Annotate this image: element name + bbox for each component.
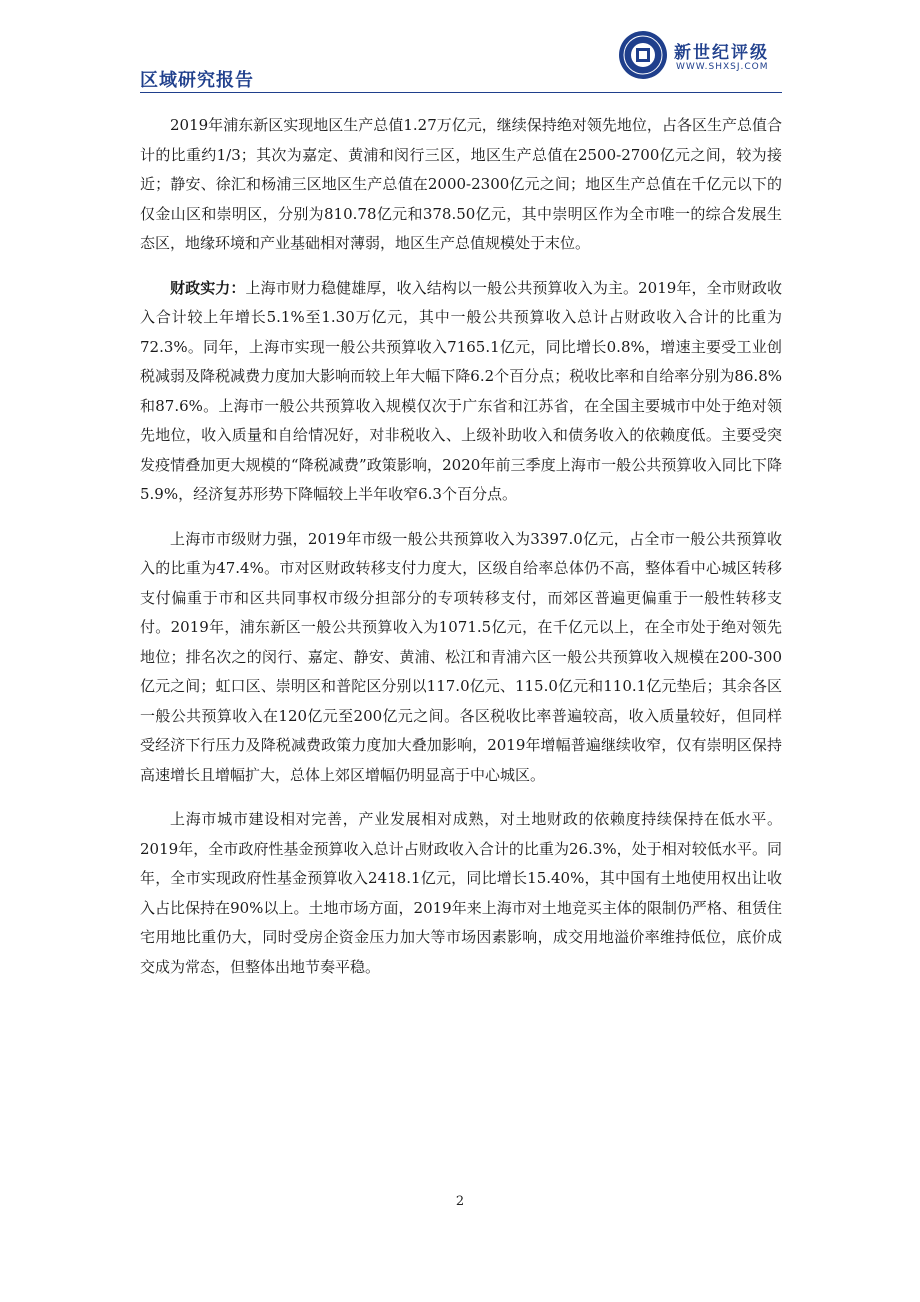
paragraph-land-finance <box>140 805 782 982</box>
paragraph-fiscal-strength <box>140 274 782 510</box>
report-body <box>140 111 782 997</box>
paragraph-municipal-revenue <box>140 525 782 791</box>
paragraph-text: 上海市市级财力强，2019年市级一般公共预算收入为3397.0亿元，占全市一般公共预算收入的比重为47.4%。市对区财政转移支付力度大，区级自给率总体仍不高，整体看中心城区转移支付偏重于市和区共同事权市级分担部分的专项转移支付，而郊区普遍更偏重于一般性转移支付。2019年，浦东新区一般公共预算收入为1071.5亿元，在千亿元以上，在全市处于绝对领先地位；排名次之的闵行、嘉定、静安、黄浦、松江和青浦六区一般公共预算收入规模在200-300亿元之间；虹口区、崇明区和普陀区分别以117.0亿元、115.0亿元和110.1亿元垫后；其余各区一般公共预算收入在120亿元至200亿元之间。各区税收比率普遍较高，收入质量较好，但同样受经济下行压力及降税减费政策力度加大叠加影响，2019年增幅普遍继续收窄，仅有崇明区保持高速增长且增幅扩大，总体上郊区增幅仍明显高于中心城区。 <box>140 529 782 784</box>
seal-icon <box>618 30 668 80</box>
page-header <box>140 28 782 94</box>
paragraph-text: 上海市财力稳健雄厚，收入结构以一般公共预算收入为主。2019年，全市财政收入合计较上年增长5.1%至1.30万亿元，其中一般公共预算收入总计占财政收入合计的比重为72.3%。同年，上海市实现一般公共预算收入7165.1亿元，同比增长0.8%，增速主要受工业创税减弱及降税减费力度加大影响而较上年大幅下降6.2个百分点；税收比率和自给率分别为86.8%和87.6%。上海市一般公共预算收入规模仅次于广东省和江苏省，在全国主要城市中处于绝对领先地位，收入质量和自给情况好，对非税收入、上级补助收入和债务收入的依赖度低。主要受突发疫情叠加更大规模的“降税减费”政策影响，2020年前三季度上海市一般公共预算收入同比下降5.9%，经济复苏形势下降幅较上半年收窄6.3个百分点。 <box>140 278 782 503</box>
report-type-title: 区域研究报告 <box>140 70 254 91</box>
logo-company-name: 新世纪评级 <box>674 43 769 63</box>
page-number: 2 <box>455 1194 465 1209</box>
header-divider <box>140 92 782 93</box>
logo-website-url: WWW.SHXSJ.COM <box>676 62 769 72</box>
company-logo <box>618 28 782 84</box>
paragraph-text: 上海市城市建设相对完善，产业发展相对成熟，对土地财政的依赖度持续保持在低水平。2019年，全市政府性基金预算收入总计占财政收入合计的比重为26.3%，处于相对较低水平。同年，全市实现政府性基金预算收入2418.1亿元，同比增长15.40%，其中国有土地使用权出让收入占比保持在90%以上。土地市场方面，2019年来上海市对土地竞买主体的限制仍严格、租赁住宅用地比重仍大，同时受房企资金压力加大等市场因素影响，成交用地溢价率维持低位，底价成交成为常态，但整体出地节奏平稳。 <box>140 810 782 976</box>
paragraph-text: 2019年浦东新区实现地区生产总值1.27万亿元，继续保持绝对领先地位，占各区生产总值合计的比重约1/3；其次为嘉定、黄浦和闵行三区，地区生产总值在2500-2700亿元之间，较为接近；静安、徐汇和杨浦三区地区生产总值在2000-2300亿元之间；地区生产总值在千亿元以下的仅金山区和崇明区，分别为810.78亿元和378.50亿元，其中崇明区作为全市唯一的综合发展生态区，地缘环境和产业基础相对薄弱，地区生产总值规模处于末位。 <box>140 116 782 252</box>
paragraph-lead-term: 财政实力： <box>170 278 246 297</box>
paragraph-district-gdp <box>140 111 782 259</box>
